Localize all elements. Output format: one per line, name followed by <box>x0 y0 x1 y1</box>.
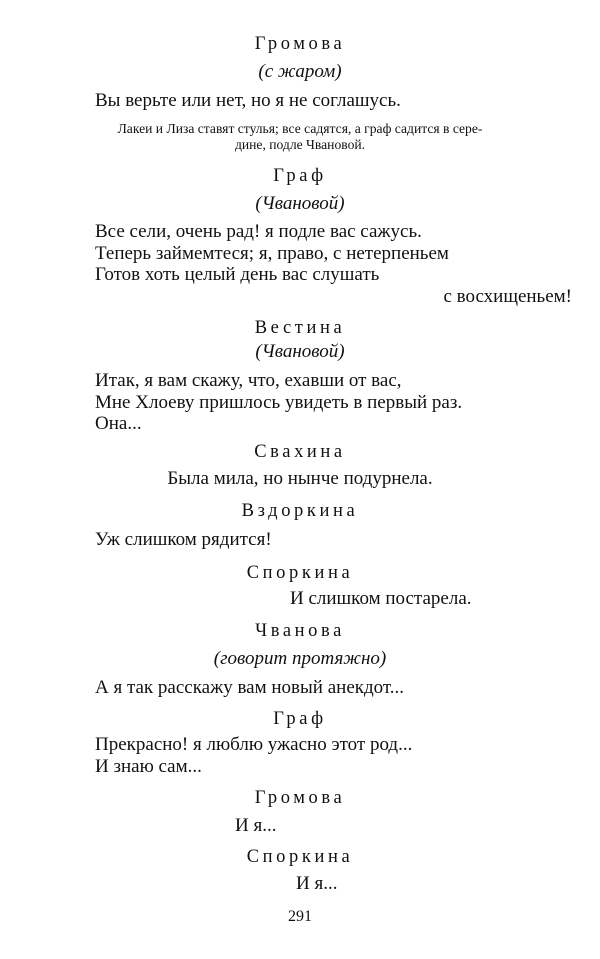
stage-direction-text: Лакеи и Лиза ставят стулья; все садятся, а граф садится в сере- <box>117 121 483 136</box>
verse-line: Была мила, но нынче подурнела. <box>167 468 433 489</box>
stage-direction: (говорит протяжно) <box>213 648 387 669</box>
stage-direction: (с жаром) <box>258 61 342 82</box>
speaker-name: Чванова <box>255 621 345 641</box>
speaker-name: Вздоркина <box>241 501 359 521</box>
verse-line: Вы верьте или нет, но я не соглашусь. <box>95 90 401 111</box>
verse-line: Все сели, очень рад! я подле вас сажусь. <box>95 221 422 242</box>
speaker-name: Граф <box>273 709 327 729</box>
speaker-name: Громова <box>254 34 346 54</box>
speaker-name: Споркина <box>246 563 354 583</box>
verse-line: Прекрасно! я люблю ужасно этот род... <box>95 734 413 755</box>
stage-direction-text: дине, подле Чвановой. <box>234 137 366 152</box>
speaker-name: Свахина <box>254 442 346 462</box>
page-number: 291 <box>288 908 312 925</box>
verse-line: Мне Хлоеву пришлось увидеть в первый раз. <box>95 392 463 413</box>
verse-line: А я так расскажу вам новый анекдот... <box>95 677 405 698</box>
stage-direction: (Чвановой) <box>255 341 345 362</box>
verse-line: Теперь займемтеся; я, право, с нетерпеньем <box>95 243 449 264</box>
speaker-name: Граф <box>273 166 327 186</box>
stage-direction: (Чвановой) <box>255 193 345 214</box>
speaker-name: Вестина <box>254 318 346 338</box>
verse-line: Уж слишком рядится! <box>95 529 272 550</box>
verse-line: И я... <box>235 815 277 836</box>
verse-line: Готов хоть целый день вас слушать <box>95 264 380 285</box>
verse-line: с восхищеньем! <box>443 286 572 307</box>
speaker-name: Громова <box>254 788 346 808</box>
verse-line: Итак, я вам скажу, что, ехавши от вас, <box>95 370 402 391</box>
verse-line: И слишком постарела. <box>290 588 472 609</box>
verse-line: Она... <box>95 413 142 434</box>
speaker-name: Споркина <box>246 847 354 867</box>
verse-line: И я... <box>296 873 338 894</box>
verse-line: И знаю сам... <box>95 756 202 777</box>
